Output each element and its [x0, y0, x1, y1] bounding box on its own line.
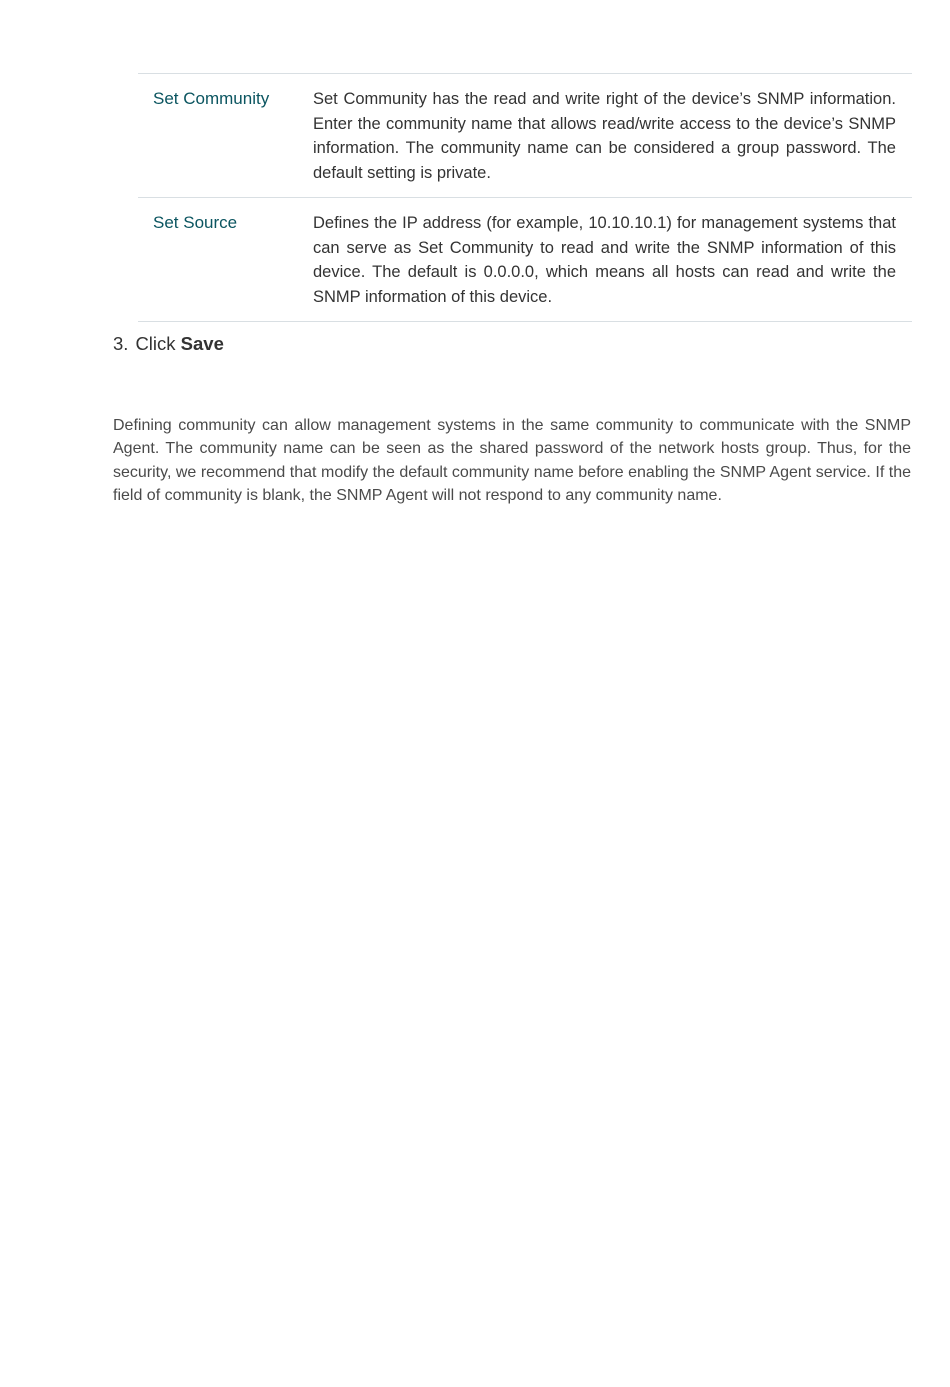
param-name-set-source: Set Source — [138, 198, 313, 322]
note-paragraph: Defining community can allow management systems in the same community to communicate with the SNMP Agent. The community name can be seen as the shared password of the network hosts group. Thus, for the security, we recommend that modify the default community name before enabling the SNMP Agent service. If the field of community is blank, the SNMP Agent will not respond to any community name. — [113, 417, 911, 504]
table-row — [138, 74, 912, 198]
step-click-save — [113, 332, 224, 356]
save-action-label: Save — [180, 333, 224, 354]
parameter-table — [138, 73, 912, 322]
param-desc-set-source: Defines the IP address (for example, 10.10.10.1) for management systems that can serve as Set Community to read and write the SNMP information of this device. The default is 0.0.0.0, which means all hosts can read and write the SNMP information of this device. — [313, 198, 912, 322]
param-name-set-community: Set Community — [138, 74, 313, 198]
param-desc-set-community: Set Community has the read and write right of the device’s SNMP information. Enter the community name that allows read/write access to the device’s SNMP information. The community name can be considered a group password. The default setting is private. — [313, 74, 912, 198]
step-text: Click — [135, 333, 176, 354]
table-row — [138, 198, 912, 322]
step-number: 3. — [113, 333, 129, 354]
